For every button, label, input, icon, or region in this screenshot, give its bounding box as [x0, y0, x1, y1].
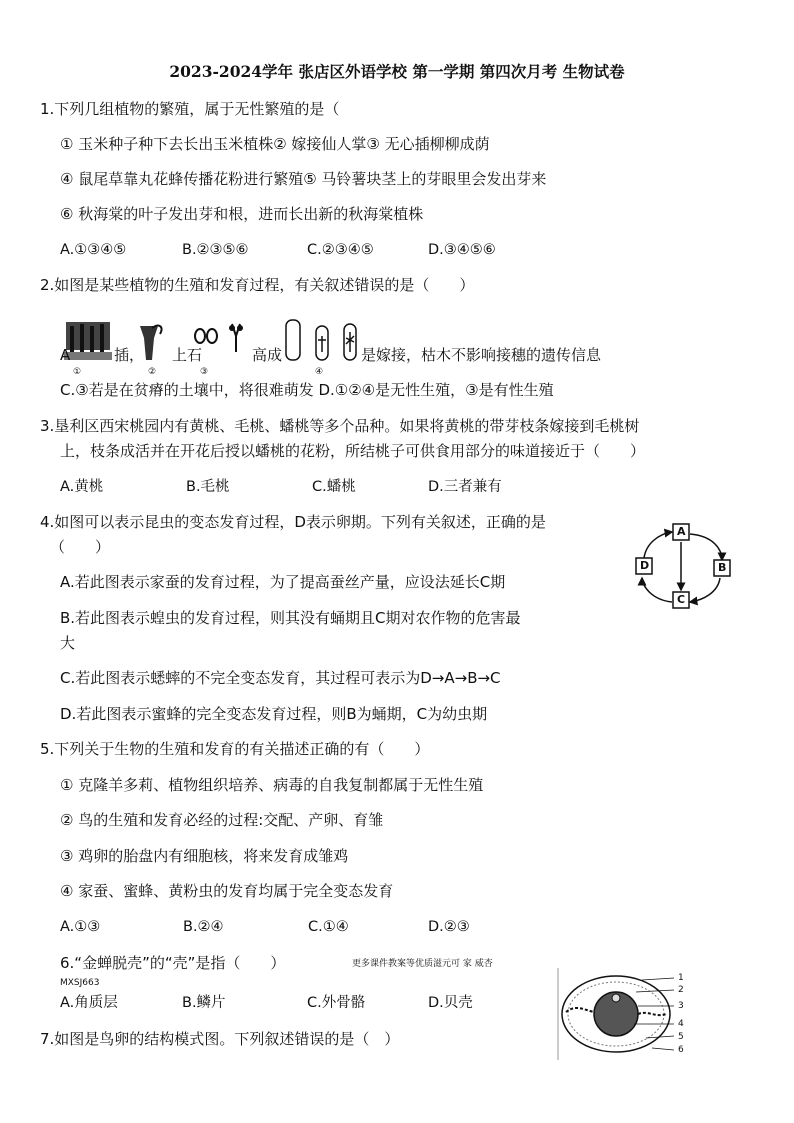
q2-option-a-start[interactable]: A — [60, 346, 71, 364]
q1-option-d[interactable]: D.③④⑤⑥ — [428, 242, 496, 258]
q3-option-b[interactable]: B.毛桃 — [186, 479, 230, 495]
watermark-code: MXSJ663 — [60, 978, 100, 988]
q2-option-b-text[interactable]: 是嫁接，枯木不影响接穗的遗传信息 — [361, 346, 602, 364]
fig-label-4: ④ — [315, 367, 324, 377]
q5-item-3: ③ 鸡卵的胎盘内有细胞核，将来发育成雏鸡 — [60, 847, 349, 865]
q3-option-d[interactable]: D.三者兼有 — [428, 479, 502, 495]
q4-option-b-line-2: 大 — [60, 634, 76, 652]
q6-option-b[interactable]: B.鳞片 — [182, 995, 226, 1011]
q2-option-a-fragment-2: 上石 — [172, 346, 203, 364]
q4-option-c[interactable]: C.若此图表示蟋蟀的不完全变态发育，其过程可表示为D→A→B→C — [60, 669, 501, 687]
egg-label-4: 4 — [678, 1019, 684, 1029]
egg-label-1: 1 — [678, 973, 684, 983]
q2-stem: 2.如图是某些植物的生殖和发育过程，有关叙述错误的是（ ） — [40, 276, 475, 294]
exam-title: 2023-2024学年 张店区外语学校 第一学期 第四次月考 生物试卷 — [169, 62, 625, 81]
q1-option-c[interactable]: C.②③④⑤ — [307, 242, 374, 258]
q4-option-a[interactable]: A.若此图表示家蚕的发育过程，为了提高蚕丝产量，应设法延长C期 — [60, 573, 506, 591]
fig-label-1: ① — [73, 367, 82, 377]
q3-option-c[interactable]: C.蟠桃 — [312, 479, 356, 495]
egg-label-2: 2 — [678, 985, 684, 995]
q6-option-a[interactable]: A.角质层 — [60, 995, 118, 1011]
ad-text: 更多课件教案等优质滋元可 家 威杏 — [352, 959, 493, 969]
tissue-culture-icon — [286, 320, 356, 360]
q5-stem: 5.下列关于生物的生殖和发育的有关描述正确的有（ ） — [40, 740, 430, 758]
q4-option-b-line-1[interactable]: B.若此图表示蝗虫的发育过程，则其没有蛹期且C期对农作物的危害最 — [60, 609, 521, 627]
q1-stem: 1.下列几组植物的繁殖，属于无性繁殖的是（ — [40, 100, 340, 118]
q5-item-4: ④ 家蚕、蜜蜂、黄粉虫的发育均属于完全变态发育 — [60, 882, 394, 900]
q5-option-a[interactable]: A.①③ — [60, 919, 101, 935]
cycle-node-a: A — [677, 525, 686, 538]
plant-reproduction-figure — [60, 318, 370, 374]
q7-stem: 7.如图是鸟卵的结构模式图。下列叙述错误的是（ ） — [40, 1030, 400, 1048]
fig-label-3: ③ — [200, 367, 209, 377]
q2-option-a-fragment-3: 高成 — [252, 346, 283, 364]
q1-item-2: ④ 鼠尾草靠丸花蜂传播花粉进行繁殖⑤ 马铃薯块茎上的芽眼里会发出芽来 — [60, 170, 547, 188]
q5-option-c[interactable]: C.①④ — [308, 919, 349, 935]
bird-egg-diagram — [556, 968, 686, 1060]
q6-option-d[interactable]: D.贝壳 — [428, 995, 473, 1011]
cycle-node-d: D — [640, 559, 650, 572]
q2-options-c-d[interactable]: C.③若是在贫瘠的土壤中，将很难萌发 D.①②④是无性生殖，③是有性生殖 — [60, 381, 554, 399]
fig-label-2: ② — [148, 367, 157, 377]
q4-stem-line-1: 4.如图可以表示昆虫的变态发育过程，D表示卵期。下列有关叙述，正确的是 — [40, 513, 546, 531]
q2-option-a-fragment-1: 插， — [114, 346, 145, 364]
cycle-node-b: B — [718, 561, 727, 574]
q6-stem: 6.“金蝉脱壳”的“壳”是指（ ） — [60, 954, 286, 972]
q6-option-c[interactable]: C.外骨骼 — [307, 995, 366, 1011]
q1-option-a[interactable]: A.①③④⑤ — [60, 242, 127, 258]
q4-option-d[interactable]: D.若此图表示蜜蜂的完全变态发育过程，则B为蛹期，C为幼虫期 — [60, 705, 488, 723]
q5-item-2: ② 鸟的生殖和发育必经的过程:交配、产卵、育雏 — [60, 811, 384, 829]
q4-stem-line-2: （ ） — [50, 538, 111, 556]
egg-label-6: 6 — [678, 1045, 684, 1055]
egg-label-3: 3 — [678, 1001, 684, 1011]
egg-label-5: 5 — [678, 1032, 684, 1042]
q3-stem-line-1: 3.垦利区西宋桃园内有黄桃、毛桃、蟠桃等多个品种。如果将黄桃的带芽枝条嫁接到毛桃树 — [40, 417, 640, 435]
q1-option-b[interactable]: B.②③⑤⑥ — [182, 242, 249, 258]
cycle-node-c: C — [677, 593, 686, 606]
q1-item-3: ⑥ 秋海棠的叶子发出芽和根，进而长出新的秋海棠植株 — [60, 205, 424, 223]
q5-item-1: ① 克隆羊多莉、植物组织培养、病毒的自我复制都属于无性生殖 — [60, 776, 484, 794]
q5-option-d[interactable]: D.②③ — [428, 919, 470, 935]
q5-option-b[interactable]: B.②④ — [183, 919, 224, 935]
q3-option-a[interactable]: A.黄桃 — [60, 479, 104, 495]
cutting-icon — [64, 322, 112, 360]
seed-icon — [195, 324, 243, 352]
q1-item-1: ① 玉米种子种下去长出玉米植株② 嫁接仙人掌③ 无心插柳柳成荫 — [60, 135, 490, 153]
q3-stem-line-2: 上，枝条成活并在开花后授以蟠桃的花粉，所结桃子可供食用部分的味道接近于（ ） — [60, 442, 646, 460]
